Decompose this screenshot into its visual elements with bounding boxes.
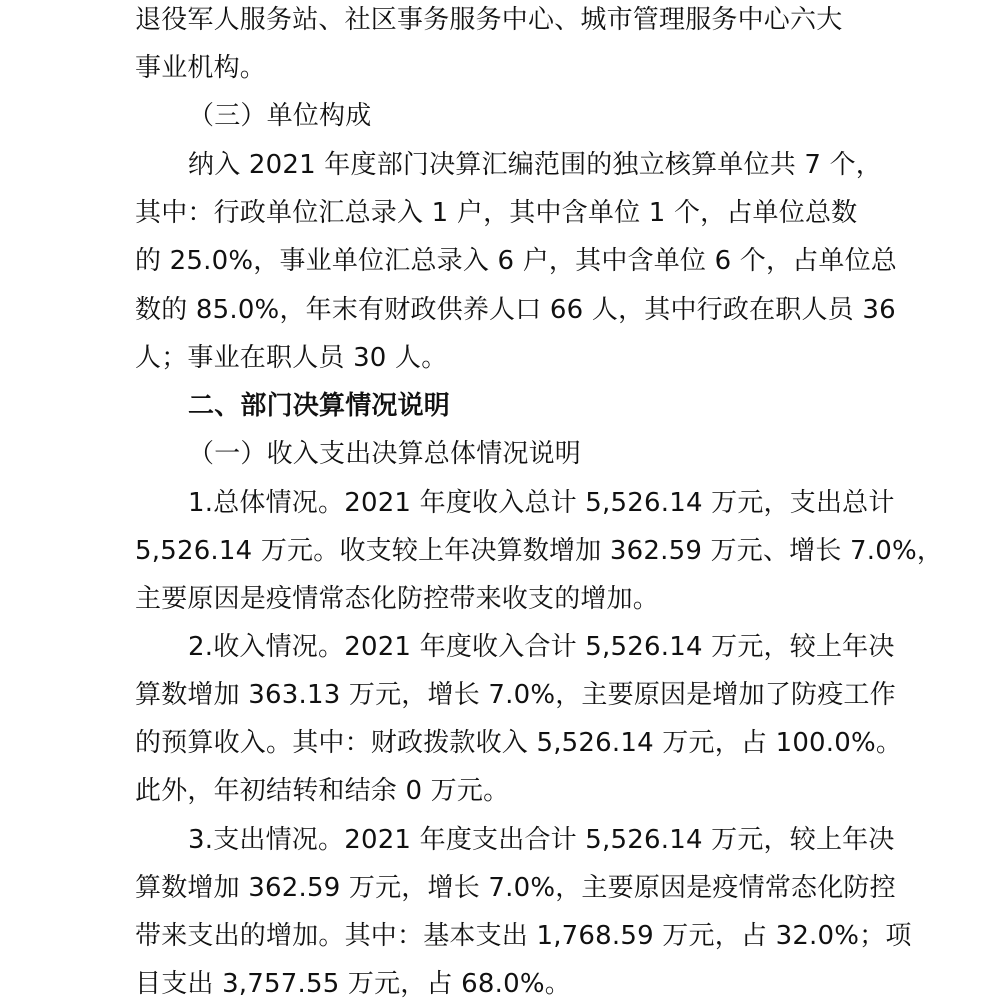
body-text-line: 的 25.0%，事业单位汇总录入 6 户，其中含单位 6 个，占单位总 — [135, 246, 898, 276]
section-heading-unit-composition: （三）单位构成 — [188, 101, 372, 131]
body-text-line: 人；事业在职人员 30 人。 — [135, 343, 448, 373]
body-text-line: 3.支出情况。2021 年度支出合计 5,526.14 万元，较上年决 — [188, 825, 895, 855]
body-text-line: 带来支出的增加。其中：基本支出 1,768.59 万元，占 32.0%；项 — [135, 921, 912, 951]
body-text-line: 1.总体情况。2021 年度收入总计 5,526.14 万元，支出总计 — [188, 488, 895, 518]
body-text-line: 目支出 3,757.55 万元，占 68.0%。 — [135, 969, 571, 999]
body-text-line: 其中：行政单位汇总录入 1 户，其中含单位 1 个，占单位总数 — [135, 198, 858, 228]
body-text-line: 数的 85.0%，年末有财政供养人口 66 人，其中行政在职人员 36 — [135, 295, 896, 325]
section-heading-budget-description: 二、部门决算情况说明 — [188, 391, 451, 421]
body-text-line: 主要原因是疫情常态化防控带来收支的增加。 — [135, 584, 660, 614]
body-text-line: 纳入 2021 年度部门决算汇编范围的独立核算单位共 7 个， — [188, 150, 882, 180]
body-text-line: 2.收入情况。2021 年度收入合计 5,526.14 万元，较上年决 — [188, 632, 895, 662]
section-heading-income-expense-summary: （一）收入支出决算总体情况说明 — [188, 439, 582, 469]
body-text-line: 事业机构。 — [135, 53, 267, 83]
body-text-line: 5,526.14 万元。收支较上年决算数增加 362.59 万元、增长 7.0%， — [135, 536, 944, 566]
body-text-line: 此外，年初结转和结余 0 万元。 — [135, 776, 510, 806]
body-text-line: 算数增加 363.13 万元，增长 7.0%，主要原因是增加了防疫工作 — [135, 680, 896, 710]
body-text-line: 退役军人服务站、社区事务服务中心、城市管理服务中心六大 — [135, 5, 843, 35]
body-text-line: 的预算收入。其中：财政拨款收入 5,526.14 万元，占 100.0%。 — [135, 728, 903, 758]
body-text-line: 算数增加 362.59 万元，增长 7.0%，主要原因是疫情常态化防控 — [135, 873, 896, 903]
